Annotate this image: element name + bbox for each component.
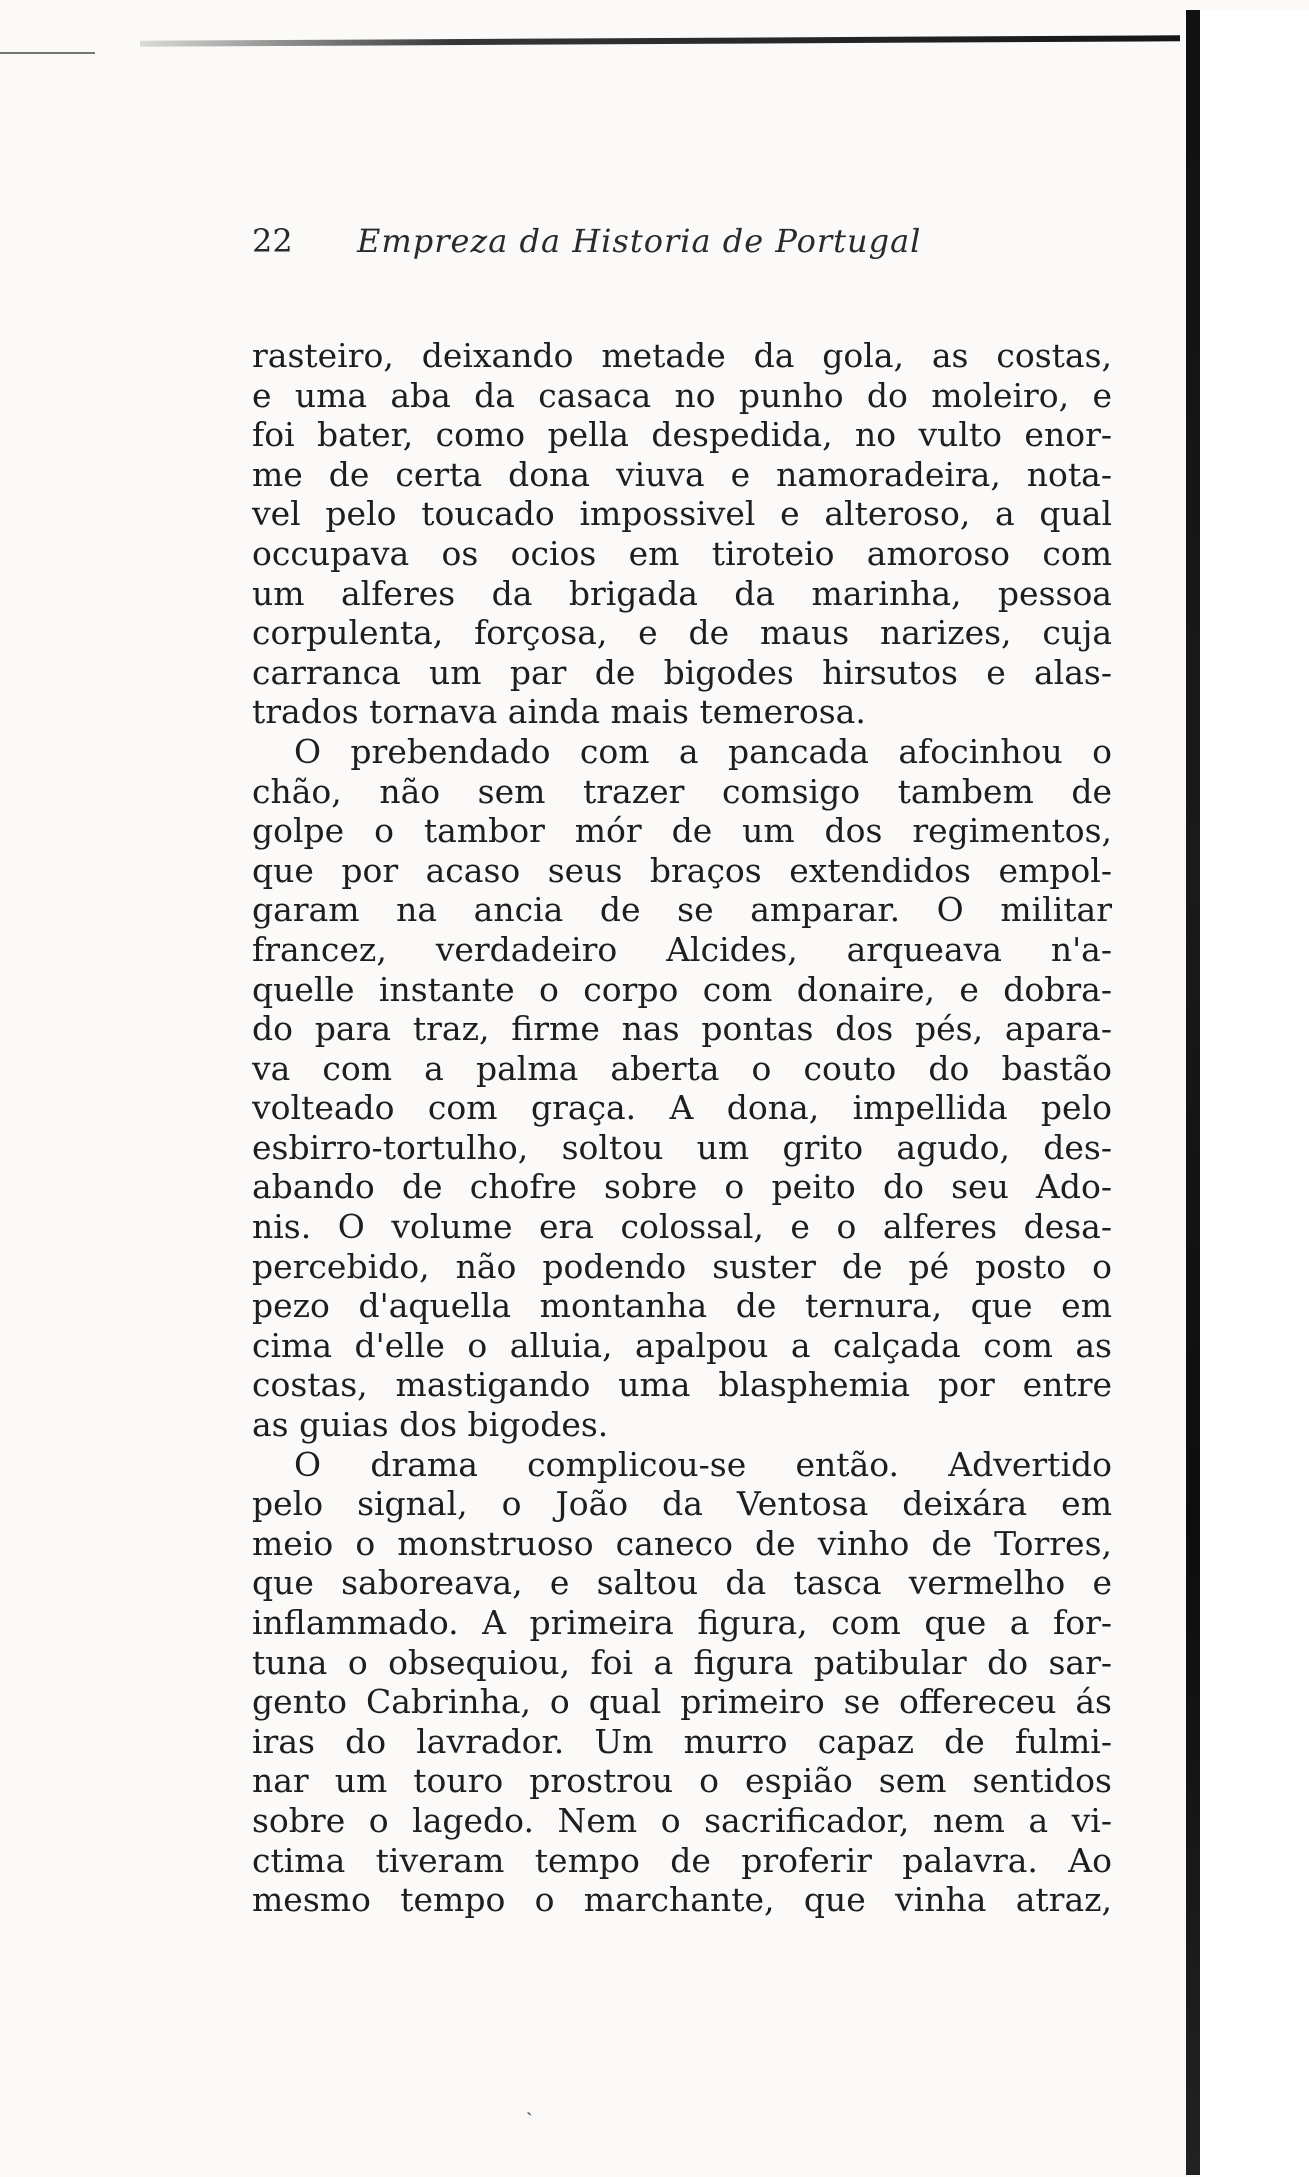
text-line: meio o monstruoso caneco de vinho de Torres, [252,1523,1112,1563]
text-line: que saboreava, e saltou da tasca vermelho e [252,1563,1112,1603]
text-line: cima d'elle o alluia, apalpou a calçada com as [252,1325,1112,1365]
page-margin-right [1200,10,1309,2177]
text-line: nis. O volume era colossal, e o alferes desa- [252,1207,1112,1247]
text-line: va com a palma aberta o couto do bastão [252,1048,1112,1088]
text-line: rasteiro, deixando metade da gola, as costas, [252,336,1112,375]
text-line: do para traz, firme nas pontas dos pés, apara- [252,1009,1112,1049]
text-line: corpulenta, forçosa, e de maus narizes, cuja [252,613,1112,653]
text-line: e uma aba da casaca no punho do moleiro, e [252,375,1112,415]
text-line: vel pelo toucado impossivel e alteroso, a qual [252,494,1112,534]
binding-edge [1186,10,1200,2175]
text-line: carranca um par de bigodes hirsutos e alas- [252,652,1112,692]
text-line: que por acaso seus braços extendidos empol- [252,850,1112,890]
running-head [252,222,1152,272]
text-line: mesmo tempo o marchante, que vinha atraz, [252,1880,1112,1920]
scan-edge-line-top [140,35,1180,46]
running-title: Empreza da Historia de Portugal [357,222,922,260]
text-line: abando de chofre sobre o peito do seu Ado- [252,1167,1112,1207]
text-line: as guias dos bigodes. [252,1405,609,1445]
text-line: francez, verdadeiro Alcides, arqueava n'a- [252,929,1112,969]
text-line: occupava os ocios em tiroteio amoroso com [252,533,1112,573]
text-line: pezo d'aquella montanha de ternura, que em [252,1286,1112,1326]
body-text [252,336,1112,1920]
text-line: iras do lavrador. Um murro capaz de fulmi- [252,1721,1112,1761]
text-line: O drama complicou-se então. Advertido [294,1444,1112,1484]
text-line: me de certa dona viuva e namoradeira, nota- [252,454,1112,494]
text-line: tuna o obsequiou, foi a figura patibular do sar- [252,1642,1112,1682]
text-line: volteado com graça. A dona, impellida pelo [252,1088,1112,1128]
text-line: ctima tiveram tempo de proferir palavra. Ao [252,1840,1112,1880]
text-line: quelle instante o corpo com donaire, e dobra- [252,969,1112,1009]
text-line: golpe o tambor mór de um dos regimentos, [252,811,1112,851]
text-line: foi bater, como pella despedida, no vulto enor- [252,415,1112,455]
text-line: trados tornava ainda mais temerosa. [252,692,866,732]
text-line: gento Cabrinha, o qual primeiro se offereceu ás [252,1682,1112,1722]
text-line: um alferes da brigada da marinha, pessoa [252,573,1112,613]
scan-edge-line-left [0,52,95,54]
text-line: sobre o lagedo. Nem o sacrificador, nem a vi- [252,1800,1112,1840]
text-line: pelo signal, o João da Ventosa deixára em [252,1484,1112,1524]
text-line: percebido, não podendo suster de pé posto o [252,1246,1112,1286]
page-number: 22 [252,222,293,260]
footer-mark: ˎ [526,2092,533,2116]
text-line: inflammado. A primeira figura, com que a for- [252,1603,1112,1642]
text-line: O prebendado com a pancada afocinhou o [294,731,1112,771]
text-line: garam na ancia de se amparar. O militar [252,890,1112,930]
text-line: chão, não sem trazer comsigo tambem de [252,771,1112,811]
text-line: esbirro-tortulho, soltou um grito agudo, des- [252,1127,1112,1167]
text-line: nar um touro prostrou o espião sem sentidos [252,1761,1112,1801]
text-line: costas, mastigando uma blasphemia por entre [252,1365,1112,1405]
